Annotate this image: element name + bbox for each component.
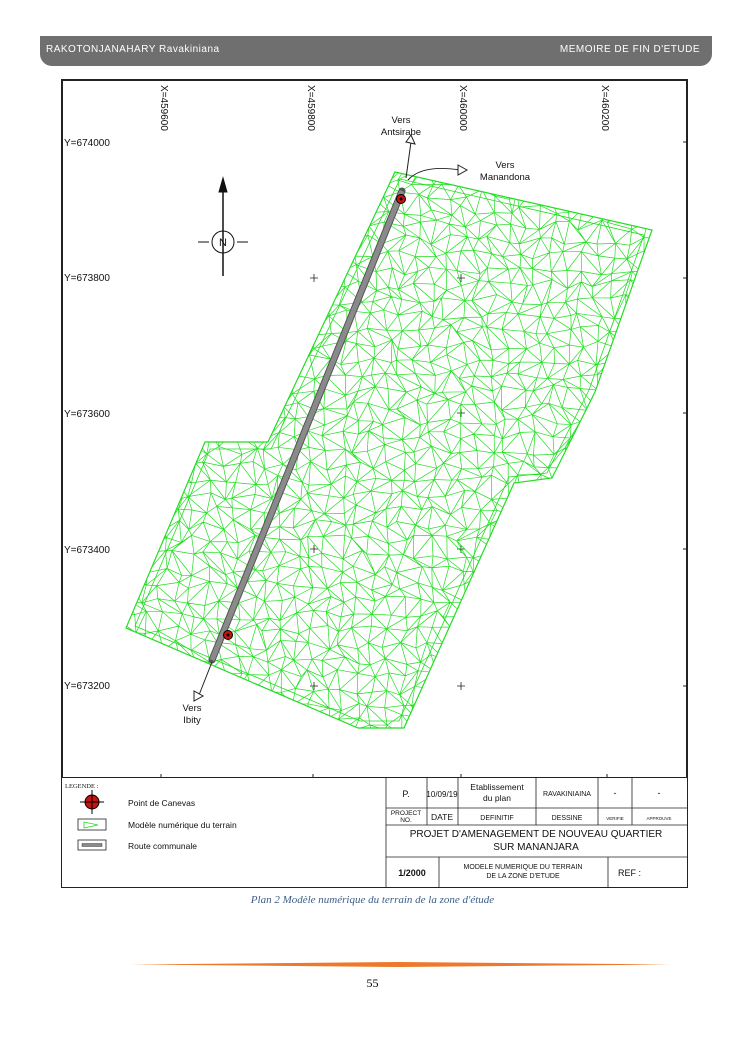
legend-item-road: Route communale — [128, 841, 197, 851]
canevas-point-legend-icon — [80, 790, 104, 814]
legend-item-terrain: Modèle numérique du terrain — [128, 820, 237, 830]
figure-caption: Plan 2 Modèle numérique du terrain de la zone d'étude — [250, 894, 495, 906]
terrain-model-mesh — [112, 160, 688, 770]
canevas-point-south — [224, 631, 233, 640]
terrain-mesh-lines — [112, 160, 688, 770]
y-label-674000: Y=674000 — [64, 138, 110, 149]
plan-frame — [61, 79, 688, 888]
footer-rule — [130, 962, 670, 967]
label-vers-antsirabe-2: Antsirabe — [380, 127, 422, 138]
tb-subject-1: MODELE NUMERIQUE DU TERRAIN — [463, 864, 583, 871]
x-axis-labels — [158, 85, 610, 131]
tb-dessine: DESSINE — [551, 815, 583, 822]
label-vers-manandona-2: Manandona — [479, 172, 531, 183]
y-label-673800: Y=673800 — [64, 273, 110, 284]
canevas-point-north — [397, 195, 406, 204]
header-document-title: MEMOIRE DE FIN D'ETUDE — [559, 44, 700, 55]
y-axis-labels — [64, 138, 110, 692]
x-label-460200: X=460200 — [599, 85, 610, 131]
plan-drawing — [62, 80, 687, 887]
tb-project-title-1: PROJET D'AMENAGEMENT DE NOUVEAU QUARTIER — [409, 829, 663, 840]
tb-ref: REF : — [618, 868, 642, 878]
tb-etablissement-1: Etablissement — [470, 782, 524, 792]
tb-subject-2: DE LA ZONE D'ETUDE — [486, 873, 560, 880]
tb-dash-1: - — [613, 788, 617, 798]
label-vers-antsirabe-1: Vers — [391, 115, 411, 126]
north-label: N — [219, 237, 227, 249]
header-author: RAKOTONJANAHARY Ravakiniana — [46, 44, 220, 55]
tb-definitif: DEFINITIF — [480, 815, 514, 822]
y-label-673600: Y=673600 — [64, 409, 110, 420]
tb-p: P. — [402, 789, 410, 799]
tb-project-no-2: NO. — [400, 817, 412, 824]
tb-scale: 1/2000 — [398, 868, 426, 878]
tb-project-title-2: SUR MANANJARA — [493, 842, 579, 853]
x-label-459600: X=459600 — [158, 85, 169, 131]
legend-item-canevas: Point de Canevas — [128, 798, 196, 808]
label-vers-ibity-2: Ibity — [183, 715, 201, 726]
road-legend-icon — [78, 840, 106, 850]
tb-author: RAVAKINIAINA — [543, 791, 591, 798]
tb-verifie: VERIFIE — [606, 816, 624, 821]
tb-date-value: 10/09/19 — [426, 790, 458, 799]
tb-project-no-1: PROJECT — [390, 810, 422, 817]
legend — [65, 783, 237, 851]
y-label-673400: Y=673400 — [64, 545, 110, 556]
legend-title: LEGENDE : — [65, 783, 99, 790]
tb-approuve: APPROUVE — [646, 816, 672, 821]
label-vers-manandona-1: Vers — [495, 160, 515, 171]
tb-date-label: DATE — [430, 812, 454, 822]
y-label-673200: Y=673200 — [64, 681, 110, 692]
tb-dash-2: - — [657, 788, 661, 798]
page-number: 55 — [366, 976, 379, 990]
x-label-460000: X=460000 — [457, 85, 468, 131]
tb-etablissement-2: du plan — [483, 793, 511, 803]
terrain-model-legend-icon — [78, 819, 106, 830]
label-vers-ibity-1: Vers — [182, 703, 202, 714]
title-block-text — [391, 782, 672, 880]
destination-arrows — [194, 135, 467, 701]
north-arrow-icon — [198, 178, 248, 276]
x-label-459800: X=459800 — [305, 85, 316, 131]
map-frame — [63, 81, 687, 778]
page-header — [40, 36, 712, 66]
